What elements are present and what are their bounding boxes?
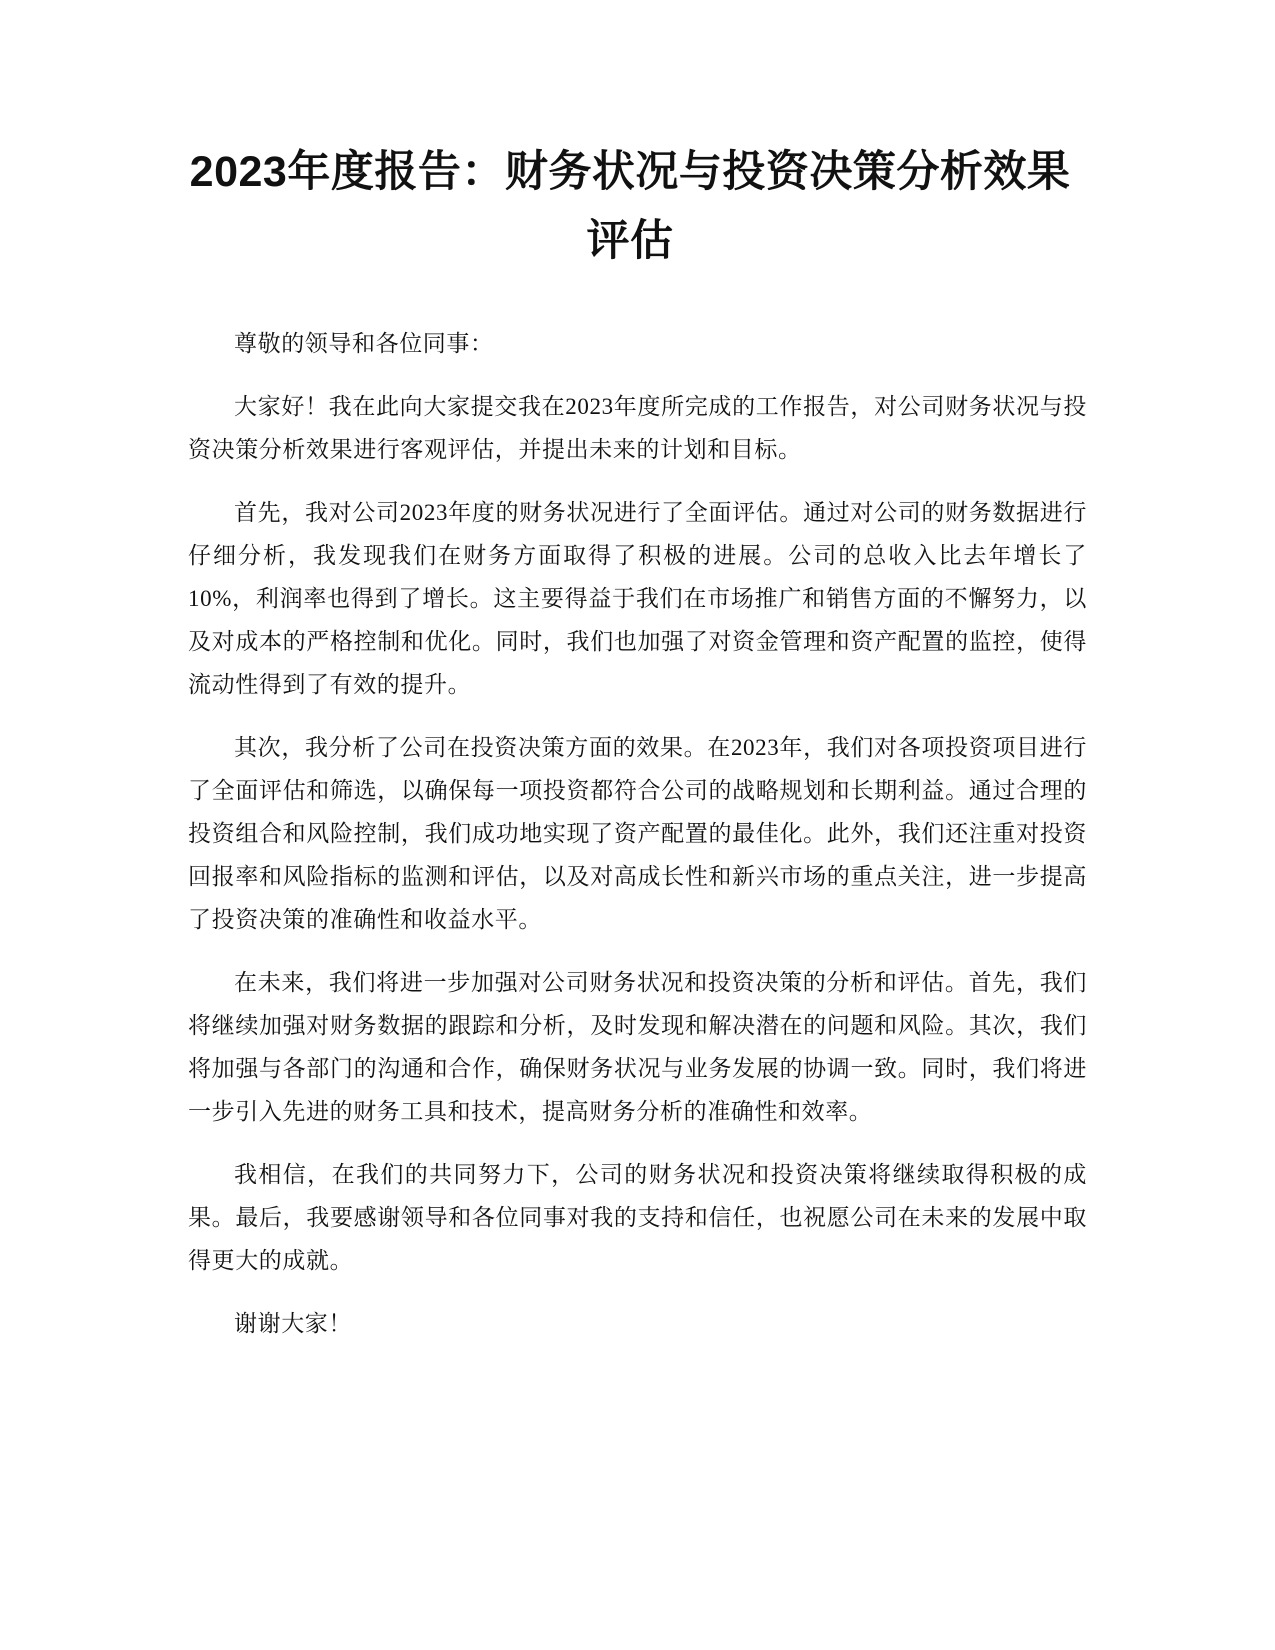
paragraph-investment-decisions: 其次，我分析了公司在投资决策方面的效果。在2023年，我们对各项投资项目进行了全面评估和筛选，以确保每一项投资都符合公司的战略规划和长期利益。通过合理的投资组合和风险控制，我们成功地实现了资产配置的最佳化。此外，我们还注重对投资回报率和风险指标的监测和评估，以及对高成长性和新兴市场的重点关注，进一步提高了投资决策的准确性和收益水平。 xyxy=(188,735,1087,932)
paragraph-conclusion: 我相信，在我们的共同努力下，公司的财务状况和投资决策将继续取得积极的成果。最后，我要感谢领导和各位同事对我的支持和信任，也祝愿公司在未来的发展中取得更大的成就。 xyxy=(188,1162,1087,1273)
paragraph-future-plans: 在未来，我们将进一步加强对公司财务状况和投资决策的分析和评估。首先，我们将继续加强对财务数据的跟踪和分析，及时发现和解决潜在的问题和风险。其次，我们将加强与各部门的沟通和合作，确保财务状况与业务发展的协调一致。同时，我们将进一步引入先进的财务工具和技术，提高财务分析的准确性和效率。 xyxy=(188,970,1087,1124)
paragraph-intro: 大家好！我在此向大家提交我在2023年度所完成的工作报告，对公司财务状况与投资决策分析效果进行客观评估，并提出未来的计划和目标。 xyxy=(188,394,1087,462)
salutation: 尊敬的领导和各位同事： xyxy=(234,331,494,356)
closing: 谢谢大家！ xyxy=(234,1311,352,1336)
paragraph-financial-status: 首先，我对公司2023年度的财务状况进行了全面评估。通过对公司的财务数据进行仔细分析，我发现我们在财务方面取得了积极的进展。公司的总收入比去年增长了10%，利润率也得到了增长。这主要得益于我们在市场推广和销售方面的不懈努力，以及对成本的严格控制和优化。同时，我们也加强了对资金管理和资产配置的监控，使得流动性得到了有效的提升。 xyxy=(188,500,1087,697)
document-body xyxy=(188,322,1087,1365)
document-title: 2023年度报告：财务状况与投资决策分析效果评估 xyxy=(189,148,1071,265)
